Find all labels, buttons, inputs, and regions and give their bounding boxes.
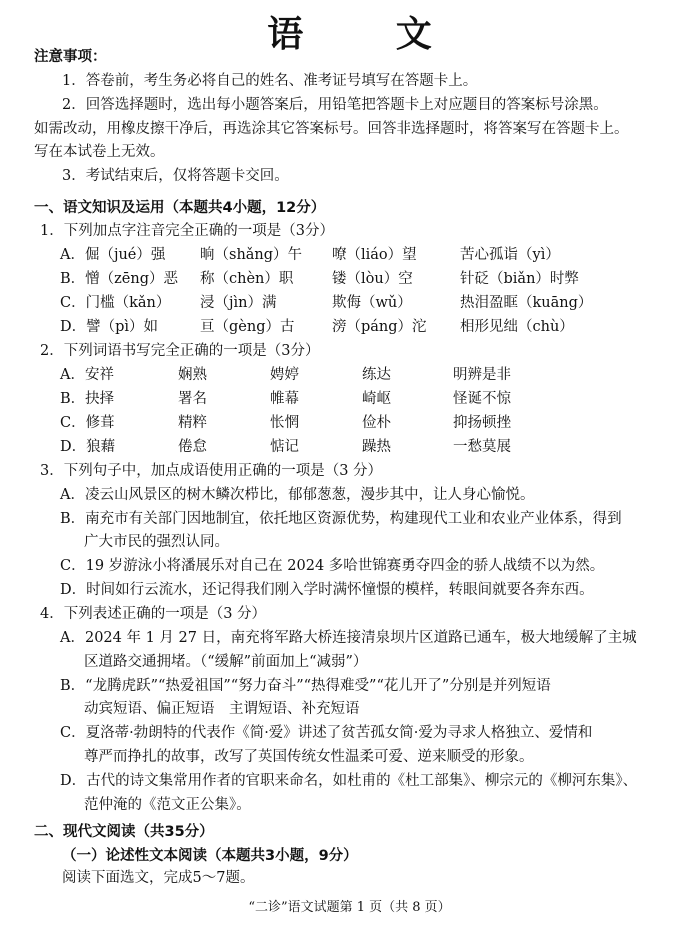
- reading-instruction: 阅读下面选文，完成5～7题。: [62, 870, 255, 886]
- q2-d-item-5: 一愁莫展: [453, 439, 511, 455]
- q1-b-item-4: 针砭（biǎn）时弊: [460, 271, 579, 287]
- question-4-option-b-line-1: B．“龙腾虎跃”“热爱祖国”“努力奋斗”“热得难受”“花儿开了”分别是并列短语: [60, 678, 551, 694]
- q2-a-item-2: 娴熟: [178, 367, 207, 383]
- q2-d-item-3: 惦记: [270, 439, 299, 455]
- q1-d-item-1: D．譬（pì）如: [60, 319, 159, 335]
- question-4-option-d-line-1: D．古代的诗文集常用作者的官职来命名，如杜甫的《杜工部集》、柳宗元的《柳河东集》、: [60, 773, 638, 789]
- question-3-option-a: A．凌云山风景区的树木鳞次栉比，郁郁葱葱，漫步其中，让人身心愉悦。: [60, 487, 535, 503]
- q2-d-item-2: 倦怠: [178, 439, 207, 455]
- q1-b-item-2: 称（chèn）职: [200, 271, 294, 287]
- question-4-option-b-line-2: 动宾短语、偏正短语 主谓短语、补充短语: [84, 701, 360, 717]
- q1-a-item-3: 嘹（liáo）望: [332, 247, 417, 263]
- notice-item-2-line-1: 2．回答选择题时，选出每小题答案后，用铅笔把答题卡上对应题目的答案标号涂黑。: [62, 97, 608, 113]
- q1-d-item-4: 相形见绌（chù）: [460, 319, 574, 335]
- q1-d-item-3: 滂（páng）沱: [332, 319, 427, 335]
- q2-c-item-4: 俭朴: [362, 415, 391, 431]
- q2-b-item-5: 怪诞不惊: [453, 391, 511, 407]
- q1-b-item-3: 镂（lòu）空: [332, 271, 413, 287]
- question-4-option-d-line-2: 范仲淹的《范文正公集》。: [84, 797, 251, 813]
- notice-item-2-line-2: 如需改动，用橡皮擦干净后，再选涂其它答案标号。回答非选择题时，将答案写在答题卡上。: [34, 121, 629, 137]
- question-4-option-c-line-2: 尊严而挣扎的故事，改写了英国传统女性温柔可爱、逆来顺受的形象。: [84, 749, 534, 765]
- notice-item-3: 3．考试结束后，仅将答题卡交回。: [62, 168, 289, 184]
- question-2-stem: 2．下列词语书写完全正确的一项是（3分）: [40, 343, 320, 359]
- q2-a-item-4: 练达: [362, 367, 391, 383]
- q1-a-item-2: 晌（shǎng）午: [200, 247, 303, 263]
- notice-item-2-line-3: 写在本试卷上无效。: [34, 144, 165, 160]
- notice-heading: 注意事项：: [34, 49, 107, 65]
- page-title: 语 文: [267, 14, 472, 55]
- q1-a-item-1: A．倔（jué）强: [60, 247, 166, 263]
- question-3-option-b-line-2: 广大市民的强烈认同。: [84, 534, 229, 550]
- q1-c-item-1: C．门槛（kǎn）: [60, 295, 171, 311]
- q1-c-item-3: 欺侮（wǔ）: [332, 295, 412, 311]
- question-3-stem: 3．下列句子中，加点成语使用正确的一项是（3 分）: [40, 463, 383, 479]
- q2-d-item-4: 躁热: [362, 439, 391, 455]
- q2-b-item-1: B．抉择: [60, 391, 115, 407]
- q1-c-item-2: 浸（jìn）满: [200, 295, 277, 311]
- section-1-heading: 一、语文知识及运用（本题共4小题，12分）: [34, 200, 326, 216]
- question-4-option-c-line-1: C．夏洛蒂·勃朗特的代表作《简·爱》讲述了贫苦孤女简·爱为寻求人格独立、爱情和: [60, 725, 593, 741]
- question-1-stem: 1．下列加点字注音完全正确的一项是（3分）: [40, 223, 334, 239]
- q1-a-item-4: 苦心孤诣（yì）: [460, 247, 560, 263]
- question-3-option-b-line-1: B．南充市有关部门因地制宜，依托地区资源优势，构建现代工业和农业产业体系，得到: [60, 511, 622, 527]
- q1-c-item-4: 热泪盈眶（kuāng）: [460, 295, 593, 311]
- question-4-option-a-line-1: A．2024 年 1 月 27 日，南充将军路大桥连接清泉坝片区道路已通车，极大地缓解了主城: [60, 630, 637, 646]
- question-4-stem: 4．下列表述正确的一项是（3 分）: [40, 606, 267, 622]
- q2-c-item-2: 精粹: [178, 415, 207, 431]
- q2-c-item-3: 怅惘: [270, 415, 299, 431]
- q2-a-item-5: 明辨是非: [453, 367, 511, 383]
- question-3-option-d: D．时间如行云流水，还记得我们刚入学时满怀憧憬的模样，转眼间就要各奔东西。: [60, 582, 594, 598]
- q2-a-item-3: 娉婷: [270, 367, 299, 383]
- question-3-option-c: C．19 岁游泳小将潘展乐对自己在 2024 多哈世锦赛勇夺四金的骄人战绩不以为然。: [60, 558, 605, 574]
- section-2-subheading: （一）论述性文本阅读（本题共3小题，9分）: [62, 848, 358, 864]
- section-2-heading: 二、现代文阅读（共35分）: [34, 824, 214, 840]
- q2-d-item-1: D．狼藉: [60, 439, 116, 455]
- q2-b-item-2: 署名: [178, 391, 207, 407]
- q1-d-item-2: 亘（gèng）古: [200, 319, 295, 335]
- page-footer: “二诊”语文试题第 1 页（共 8 页）: [248, 900, 451, 915]
- q1-b-item-1: B．憎（zēng）恶: [60, 271, 178, 287]
- q2-a-item-1: A．安祥: [60, 367, 114, 383]
- q2-c-item-5: 抑扬顿挫: [453, 415, 511, 431]
- q2-b-item-4: 崎岖: [362, 391, 391, 407]
- q2-c-item-1: C．修葺: [60, 415, 115, 431]
- question-4-option-a-line-2: 区道路交通拥堵。（“缓解”前面加上“减弱”）: [84, 654, 368, 670]
- q2-b-item-3: 帷幕: [270, 391, 299, 407]
- notice-item-1: 1．答卷前，考生务必将自己的姓名、准考证号填写在答题卡上。: [62, 73, 478, 89]
